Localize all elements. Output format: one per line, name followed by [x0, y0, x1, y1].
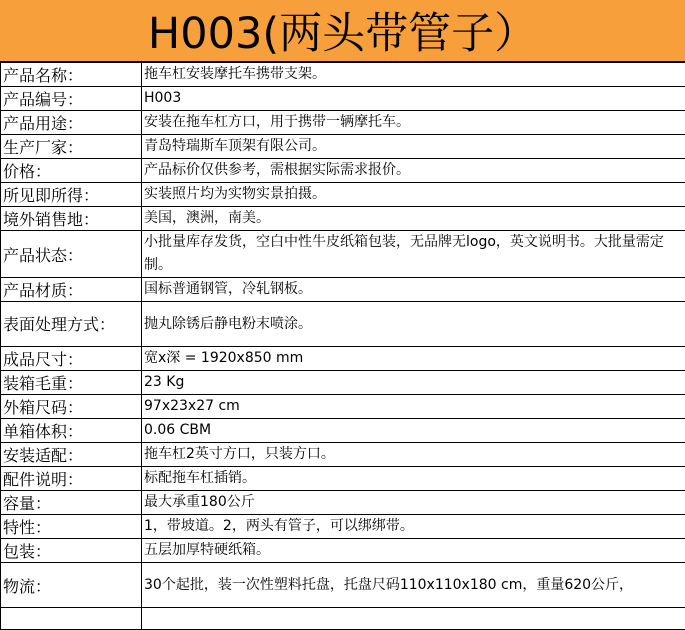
table-row: [1, 608, 685, 630]
row-value: 抛丸除锈后静电粉末喷涂。: [142, 302, 685, 347]
row-label: 所见即所得：: [1, 183, 142, 207]
row-label: 产品状态：: [1, 231, 142, 278]
row-label: 包装：: [1, 539, 142, 563]
row-label: 产品编号：: [1, 87, 142, 111]
table-row: [1, 207, 685, 231]
row-label: [1, 608, 142, 630]
table-row: [1, 491, 685, 515]
table-row: [1, 159, 685, 183]
table-row: [1, 467, 685, 491]
row-value: 23 Kg: [142, 371, 685, 395]
row-value: 国标普通钢管，冷轧钢板。: [142, 278, 685, 302]
row-value: 产品标价仅供参考，需根据实际需求报价。: [142, 159, 685, 183]
row-label: 容量：: [1, 491, 142, 515]
table-row: [1, 111, 685, 135]
row-label: 产品名称：: [1, 63, 142, 87]
spec-table: [0, 62, 685, 630]
table-row: [1, 395, 685, 419]
table-row: [1, 347, 685, 371]
row-value: 1，带坡道。2，两头有管子，可以绑绑带。: [142, 515, 685, 539]
row-value: 0.06 CBM: [142, 419, 685, 443]
row-value: [142, 608, 685, 630]
row-label: 外箱尺码：: [1, 395, 142, 419]
row-label: 配件说明：: [1, 467, 142, 491]
row-value: 青岛特瑞斯车顶架有限公司。: [142, 135, 685, 159]
row-value: 小批量库存发货，空白中性牛皮纸箱包装，无品牌无logo，英文说明书。大批量需定制。: [142, 231, 685, 278]
table-row: [1, 183, 685, 207]
row-label: 表面处理方式：: [1, 302, 142, 347]
row-label: 单箱体积：: [1, 419, 142, 443]
table-row: [1, 563, 685, 608]
title-bar: [0, 0, 685, 62]
row-value: 实装照片均为实物实景拍摄。: [142, 183, 685, 207]
table-row: [1, 63, 685, 87]
table-row: [1, 231, 685, 278]
row-label: 成品尺寸：: [1, 347, 142, 371]
table-row: [1, 443, 685, 467]
row-value: 拖车杠安装摩托车携带支架。: [142, 63, 685, 87]
row-value: 宽x深 = 1920x850 mm: [142, 347, 685, 371]
row-label: 产品用途：: [1, 111, 142, 135]
row-label: 价格：: [1, 159, 142, 183]
table-row: [1, 371, 685, 395]
row-label: 特性：: [1, 515, 142, 539]
row-label: 产品材质：: [1, 278, 142, 302]
row-value: 最大承重180公斤: [142, 491, 685, 515]
row-value: H003: [142, 87, 685, 111]
table-row: [1, 539, 685, 563]
row-value: 美国，澳洲，南美。: [142, 207, 685, 231]
row-label: 生产厂家：: [1, 135, 142, 159]
row-value: 五层加厚特硬纸箱。: [142, 539, 685, 563]
row-label: 安装适配：: [1, 443, 142, 467]
row-value: 拖车杠2英寸方口，只装方口。: [142, 443, 685, 467]
row-value: 标配拖车杠插销。: [142, 467, 685, 491]
table-row: [1, 278, 685, 302]
table-row: [1, 135, 685, 159]
row-value: 安装在拖车杠方口，用于携带一辆摩托车。: [142, 111, 685, 135]
row-value: 30个起批，装一次性塑料托盘，托盘尺码110x110x180 cm，重量620公斤，: [142, 563, 685, 608]
table-row: [1, 419, 685, 443]
row-label: 物流：: [1, 563, 142, 608]
row-value: 97x23x27 cm: [142, 395, 685, 419]
row-label: 境外销售地：: [1, 207, 142, 231]
table-row: [1, 87, 685, 111]
table-row: [1, 515, 685, 539]
table-row: [1, 302, 685, 347]
row-label: 装箱毛重：: [1, 371, 142, 395]
product-title: H003(两头带管子）: [148, 0, 537, 61]
